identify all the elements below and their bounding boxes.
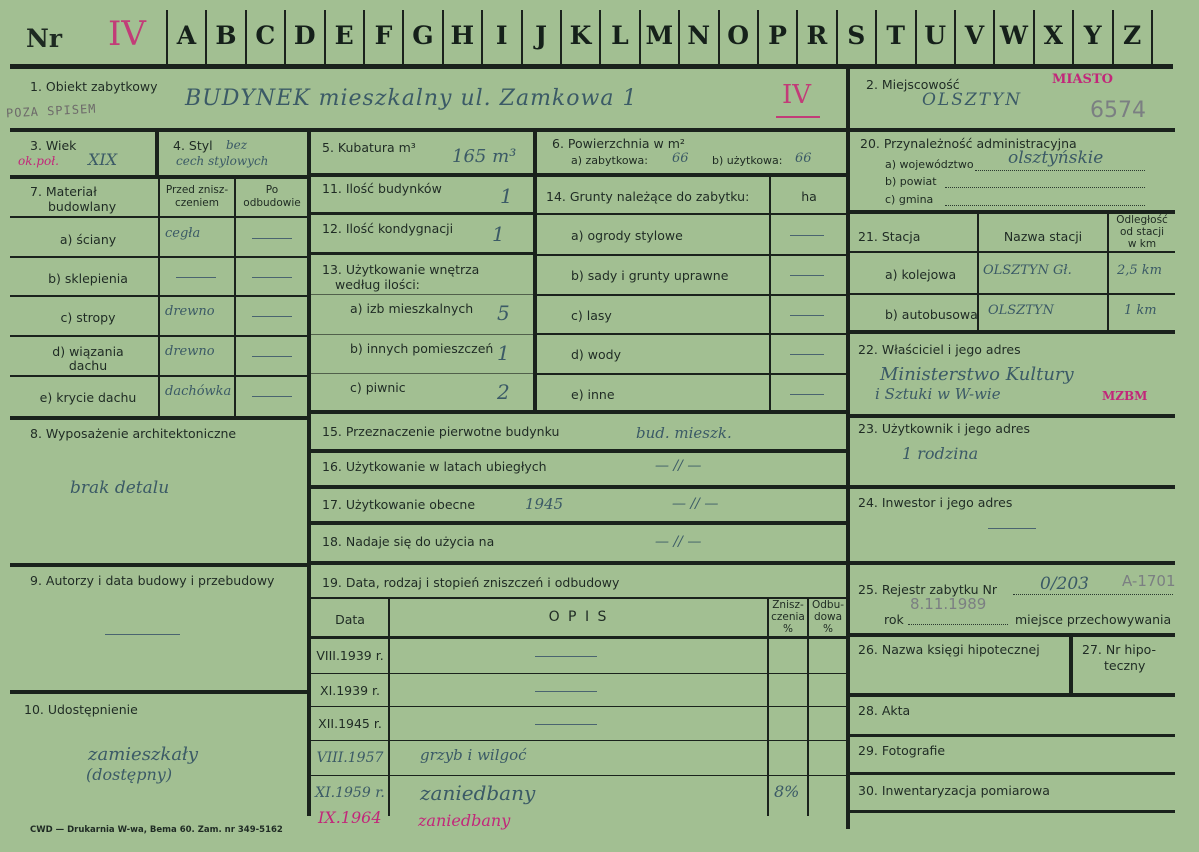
field-21-rail-dist: 2,5 km xyxy=(1117,263,1163,278)
field-15-label: 15. Przeznaczenie pierwotne budynku xyxy=(322,424,560,439)
nr-label: Nr xyxy=(26,24,63,53)
field-25-label: 25. Rejestr zabytku Nr xyxy=(858,582,998,597)
field-19-col-z-2: czenia xyxy=(771,611,805,623)
index-letter-v[interactable]: V xyxy=(964,21,985,50)
field-14-row-label: c) lasy xyxy=(571,308,612,323)
index-letter-x[interactable]: X xyxy=(1043,21,1063,50)
field-23-value: 1 rodzina xyxy=(902,444,979,463)
field-6-b-label: b) użytkowa: xyxy=(712,154,783,167)
field-13-row-label: a) izb mieszkalnych xyxy=(350,301,474,316)
field-4-value-1: bez xyxy=(226,138,248,152)
field-7-row-label: a) ściany xyxy=(59,232,117,247)
index-letter-d[interactable]: D xyxy=(293,21,316,50)
field-10-value-2: (dostępny) xyxy=(86,765,173,784)
field-29-label: 29. Fotografie xyxy=(858,743,946,758)
field-21-bus-label: b) autobusowa xyxy=(885,307,978,322)
field-13-row-value: 2 xyxy=(497,380,510,404)
index-letter-a[interactable]: A xyxy=(176,21,197,50)
field-14-row-label: d) wody xyxy=(571,347,621,362)
field-7-row-label-2: dachu xyxy=(68,358,108,373)
field-27-label-2: teczny xyxy=(1104,658,1146,673)
field-7-row-label: e) krycie dachu xyxy=(39,390,137,405)
index-letter-y[interactable]: Y xyxy=(1083,21,1102,50)
field-12-label: 12. Ilość kondygnacji xyxy=(322,221,454,236)
field-27-label-1: 27. Nr hipo- xyxy=(1082,642,1157,657)
field-10-label: 10. Udostępnienie xyxy=(24,702,138,717)
field-22-value-1: Ministerstwo Kultury xyxy=(880,364,1074,385)
field-5-value: 165 m³ xyxy=(452,146,517,167)
field-19-row-date: VIII.1957 xyxy=(316,750,384,766)
field-14-unit: ha xyxy=(801,189,817,204)
index-letter-j[interactable]: J xyxy=(535,21,548,50)
field-3-note: ok.poł. xyxy=(18,154,59,168)
field-4-label: 4. Styl xyxy=(173,138,213,153)
index-letter-c[interactable]: C xyxy=(255,21,276,50)
field-14-label: 14. Grunty należące do zabytku: xyxy=(546,189,750,204)
field-2-value: OLSZTYN xyxy=(922,90,1023,110)
field-21-bus-name: OLSZTYN xyxy=(988,303,1054,318)
field-7-row-before: drewno xyxy=(165,304,215,319)
field-7-col-before-1: Przed znisz- xyxy=(165,184,229,196)
field-7-col-after-2: odbudowie xyxy=(243,197,301,209)
field-28-label: 28. Akta xyxy=(858,703,911,718)
field-1-value: BUDYNEK mieszkalny ul. Zamkowa 1 xyxy=(185,86,638,111)
field-22-value-2: i Sztuki w W-wie xyxy=(875,385,1001,403)
index-letter-p[interactable]: P xyxy=(768,21,787,50)
field-25-place-label: miejsce przechowywania xyxy=(1015,612,1172,627)
index-letter-t[interactable]: T xyxy=(886,21,905,50)
field-13-row-value: 5 xyxy=(497,301,510,325)
field-19-extra-opis: zaniedbany xyxy=(418,811,511,830)
field-21-label: 21. Stacja xyxy=(858,229,921,244)
field-2-label: 2. Miejscowość xyxy=(866,77,960,92)
field-22-value-3: MZBM xyxy=(1102,389,1148,403)
field-19-col-o-3: % xyxy=(823,623,833,635)
field-7-row-before: dachówka xyxy=(165,384,232,399)
index-letter-n[interactable]: N xyxy=(687,21,711,50)
field-1-mark: IV xyxy=(782,80,812,110)
field-3-value: XIX xyxy=(88,150,118,169)
field-6-a-value: 66 xyxy=(672,151,689,166)
field-20-a-label: a) województwo xyxy=(885,158,974,171)
field-19-row-date: XII.1945 r. xyxy=(318,716,382,731)
index-letter-o[interactable]: O xyxy=(727,21,749,50)
nr-value: IV xyxy=(108,14,146,54)
field-22-label: 22. Właściciel i jego adres xyxy=(858,342,1021,357)
field-23-label: 23. Użytkownik i jego adres xyxy=(858,421,1030,436)
index-letter-u[interactable]: U xyxy=(924,21,946,50)
field-20-a-value: olsztyńskie xyxy=(1008,148,1104,168)
field-19-row-opis: zaniedbany xyxy=(420,781,536,805)
field-20-c-label: c) gmina xyxy=(885,193,934,206)
field-9-label: 9. Autorzy i data budowy i przebudowy xyxy=(30,573,275,588)
field-2-code: 6574 xyxy=(1090,98,1146,123)
field-25-date: 8.11.1989 xyxy=(910,595,987,613)
index-letter-f[interactable]: F xyxy=(374,21,393,50)
index-letter-h[interactable]: H xyxy=(450,21,475,50)
field-2-miasto: MIASTO xyxy=(1052,72,1113,87)
field-11-value: 1 xyxy=(500,184,513,208)
field-30-label: 30. Inwentaryzacja pomiarowa xyxy=(858,783,1050,798)
field-10-value-1: zamieszkały xyxy=(88,744,199,765)
field-12-value: 1 xyxy=(492,222,505,246)
field-7-row-before: drewno xyxy=(165,344,215,359)
field-8-value: brak detalu xyxy=(70,478,170,498)
field-25-rok-label: rok xyxy=(884,612,904,627)
field-18-label: 18. Nadaje się do użycia na xyxy=(322,534,495,549)
index-letter-z[interactable]: Z xyxy=(1122,21,1142,50)
printer-note: CWD — Drukarnia W-wa, Bema 60. Zam. nr 349-5162 xyxy=(30,825,283,835)
field-7-label-1: 7. Materiał xyxy=(30,184,97,199)
index-letter-k[interactable]: K xyxy=(569,21,592,50)
field-25-nr-extra: A-1701 xyxy=(1122,572,1176,590)
field-5-label: 5. Kubatura m³ xyxy=(322,140,416,155)
field-11-label: 11. Ilość budynków xyxy=(322,181,442,196)
field-14-row-label: a) ogrody stylowe xyxy=(571,228,683,243)
field-17-value: — // — xyxy=(672,496,719,512)
field-21-col-dist-2: od stacji xyxy=(1119,226,1165,238)
field-6-a-label: a) zabytkowa: xyxy=(571,154,648,167)
field-19-extra-date: IX.1964 xyxy=(318,808,382,827)
field-14-row-label: b) sady i grunty uprawne xyxy=(571,268,729,283)
index-letter-b[interactable]: B xyxy=(215,21,237,50)
field-20-label: 20. Przynależność administracyjna xyxy=(860,136,1077,151)
field-21-bus-dist: 1 km xyxy=(1124,303,1157,318)
field-13-row-value: 1 xyxy=(497,341,510,365)
index-letter-r[interactable]: R xyxy=(806,21,828,50)
field-20-b-label: b) powiat xyxy=(885,175,937,188)
index-letter-e[interactable]: E xyxy=(334,21,354,50)
field-8-label: 8. Wyposażenie architektoniczne xyxy=(30,426,237,441)
field-15-value: bud. mieszk. xyxy=(636,424,732,442)
field-19-label: 19. Data, rodzaj i stopień zniszczeń i odbudowy xyxy=(322,575,620,590)
field-7-col-before-2: czeniem xyxy=(174,197,219,209)
field-7-label-2: budowlany xyxy=(48,199,117,214)
index-letter-s[interactable]: S xyxy=(847,21,866,50)
field-6-label: 6. Powierzchnia w m² xyxy=(552,136,685,151)
field-13-label-2: według ilości: xyxy=(335,277,420,292)
index-letter-i[interactable]: I xyxy=(495,21,508,50)
field-19-row-opis: grzyb i wilgoć xyxy=(420,746,527,764)
field-19-col-date: Data xyxy=(335,612,365,627)
field-19-col-opis: O P I S xyxy=(548,609,609,625)
field-19-col-z-1: Znisz- xyxy=(772,599,804,611)
field-19-row-date: XI.1959 r. xyxy=(315,785,385,801)
field-19-col-o-2: dowa xyxy=(813,611,843,623)
field-19-row-date: XI.1939 r. xyxy=(320,683,380,698)
field-13-row-label: c) piwnic xyxy=(350,380,406,395)
field-21-col-name: Nazwa stacji xyxy=(1003,229,1083,244)
field-7-col-after-1: Po xyxy=(265,184,279,196)
field-7-row-before: cegła xyxy=(165,226,201,241)
field-19-col-o-1: Odbu- xyxy=(811,599,845,611)
field-13-label-1: 13. Użytkowanie wnętrza xyxy=(322,262,480,277)
field-1-label: 1. Obiekt zabytkowy xyxy=(30,79,158,94)
field-4-value-2: cech stylowych xyxy=(176,154,269,168)
field-6-b-value: 66 xyxy=(795,151,812,166)
index-letter-w[interactable]: W xyxy=(999,21,1028,50)
poza-spisem-stamp: POZA SPISEM xyxy=(5,101,97,121)
index-letter-g[interactable]: G xyxy=(412,21,434,50)
field-21-col-dist-3: w km xyxy=(1127,238,1157,250)
index-letter-l[interactable]: L xyxy=(611,21,629,50)
field-19-row-date: VIII.1939 r. xyxy=(316,648,384,663)
field-17-year: 1945 xyxy=(525,495,564,513)
field-21-col-dist-1: Odległość xyxy=(1116,214,1168,226)
field-19-row-percent: 8% xyxy=(774,782,800,801)
field-19-col-z-3: % xyxy=(783,623,793,635)
field-21-rail-name: OLSZTYN Gł. xyxy=(983,263,1072,278)
field-26-label: 26. Nazwa księgi hipotecznej xyxy=(858,642,1040,657)
field-17-label: 17. Użytkowanie obecne xyxy=(322,497,476,512)
field-13-row-label: b) innych pomieszczeń xyxy=(350,341,494,356)
field-7-row-label: c) stropy xyxy=(60,310,116,325)
field-7-row-label: d) wiązania xyxy=(52,344,124,359)
field-16-value: — // — xyxy=(655,458,702,474)
index-letter-m[interactable]: M xyxy=(645,21,674,50)
field-7-row-label: b) sklepienia xyxy=(48,271,128,286)
field-14-row-label: e) inne xyxy=(571,387,615,402)
field-25-nr-value: 0/203 xyxy=(1040,574,1089,594)
field-16-label: 16. Użytkowanie w latach ubiegłych xyxy=(322,459,547,474)
field-21-rail-label: a) kolejowa xyxy=(885,267,957,282)
field-18-value: — // — xyxy=(655,534,702,550)
field-3-label: 3. Wiek xyxy=(30,138,77,153)
field-24-label: 24. Inwestor i jego adres xyxy=(858,495,1013,510)
